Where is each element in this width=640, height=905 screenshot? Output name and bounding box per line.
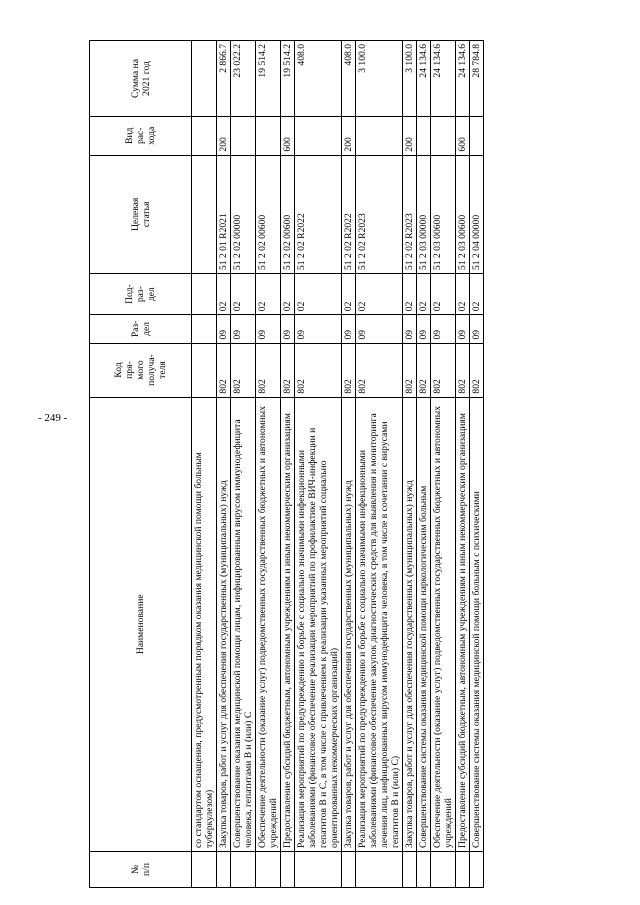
cell-razdel: 09 — [217, 315, 231, 343]
cell-exptype: 200 — [217, 116, 231, 155]
cell-podrazdel: 02 — [456, 274, 470, 315]
cell-target: 51 2 02 00600 — [256, 155, 281, 273]
cell-code: 802 — [356, 343, 403, 397]
cell-target: 51 2 01 R2021 — [217, 155, 231, 273]
cell-sum: 24 134.6 — [456, 41, 470, 117]
cell-razdel: 09 — [431, 315, 456, 343]
cell-target: 51 2 02 R2022 — [342, 155, 356, 273]
table-row — [356, 41, 403, 888]
header-target: Целевая статья — [90, 155, 192, 273]
header-razdel: Раз- дел — [90, 315, 192, 343]
cell-code: 802 — [417, 343, 431, 397]
table-row — [231, 41, 256, 888]
cell-name: Совершенствование системы оказания медицинской помощи наркологическим больным — [417, 397, 431, 851]
header-exptype: Вид рас- хода — [90, 116, 192, 155]
header-num: № п/п — [90, 851, 192, 887]
table-row — [431, 41, 456, 888]
cell-sum: 3 100.0 — [356, 41, 403, 117]
cell-podrazdel: 02 — [295, 274, 342, 315]
cell-target: 51 2 04 00000 — [470, 155, 484, 273]
table-row — [295, 41, 342, 888]
cell-exptype — [192, 116, 217, 155]
cell-name: Закупка товаров, работ и услуг для обеспечения государственных (муниципальных) нужд — [342, 397, 356, 851]
cell-code — [192, 343, 217, 397]
cell-exptype: 200 — [403, 116, 417, 155]
table-body — [192, 41, 484, 888]
cell-num — [417, 851, 431, 887]
cell-code: 802 — [256, 343, 281, 397]
cell-num — [470, 851, 484, 887]
cell-sum: 24 134.6 — [431, 41, 456, 117]
cell-name: Обеспечение деятельности (оказание услуг) подведомственных государственных бюджетных и автономных учреждений — [431, 397, 456, 851]
cell-code: 802 — [456, 343, 470, 397]
table-row — [256, 41, 281, 888]
cell-sum — [192, 41, 217, 117]
cell-num — [231, 851, 256, 887]
cell-target: 51 2 02 R2023 — [403, 155, 417, 273]
cell-exptype — [417, 116, 431, 155]
cell-name: Реализация мероприятий по предупреждению и борьбе с социально значимыми инфекционными заболеваниями (финансовое обеспечение закупок диагностических средств для выявления и мониторинга лечения лиц, инфицированных вирусом иммунодефицита человека, в том числе в сочетании с вирусами гепатитов B и (или) C) — [356, 397, 403, 851]
cell-sum: 28 784.8 — [470, 41, 484, 117]
cell-code: 802 — [295, 343, 342, 397]
cell-num — [356, 851, 403, 887]
cell-podrazdel: 02 — [342, 274, 356, 315]
cell-exptype — [256, 116, 281, 155]
cell-num — [342, 851, 356, 887]
cell-sum: 24 134.6 — [417, 41, 431, 117]
header-sum: Сумма на 2021 год — [90, 41, 192, 117]
table-row — [403, 41, 417, 888]
rotated-page-content — [89, 40, 567, 888]
cell-sum: 19 514.2 — [281, 41, 295, 117]
page-number: - 249 - — [38, 412, 68, 424]
cell-code: 802 — [431, 343, 456, 397]
table-row — [217, 41, 231, 888]
cell-name: со стандартом оснащения, предусмотренным порядком оказания медицинской помощи больным туберкулезом) — [192, 397, 217, 851]
cell-exptype — [295, 116, 342, 155]
cell-razdel: 09 — [342, 315, 356, 343]
cell-code: 802 — [231, 343, 256, 397]
cell-razdel: 09 — [403, 315, 417, 343]
cell-exptype: 600 — [456, 116, 470, 155]
table-row — [281, 41, 295, 888]
cell-sum: 3 100.0 — [403, 41, 417, 117]
cell-target: 51 2 03 00600 — [431, 155, 456, 273]
cell-sum: 2 866.7 — [217, 41, 231, 117]
cell-podrazdel: 02 — [231, 274, 256, 315]
cell-podrazdel: 02 — [417, 274, 431, 315]
table-row — [342, 41, 356, 888]
cell-num — [431, 851, 456, 887]
cell-target: 51 2 02 R2022 — [295, 155, 342, 273]
cell-exptype — [431, 116, 456, 155]
cell-podrazdel: 02 — [431, 274, 456, 315]
cell-exptype: 200 — [342, 116, 356, 155]
table-row — [456, 41, 470, 888]
cell-razdel — [192, 315, 217, 343]
table-row — [470, 41, 484, 888]
cell-code: 802 — [470, 343, 484, 397]
cell-podrazdel: 02 — [356, 274, 403, 315]
cell-podrazdel: 02 — [470, 274, 484, 315]
cell-target: 51 2 03 00000 — [417, 155, 431, 273]
cell-num — [256, 851, 281, 887]
cell-razdel: 09 — [295, 315, 342, 343]
cell-target: 51 2 02 00000 — [231, 155, 256, 273]
cell-razdel: 09 — [470, 315, 484, 343]
table-header-row — [90, 41, 192, 888]
cell-razdel: 09 — [256, 315, 281, 343]
table-row — [192, 41, 217, 888]
cell-num — [295, 851, 342, 887]
header-code: Код пря- мого получа- теля — [90, 343, 192, 397]
cell-sum: 408.0 — [342, 41, 356, 117]
cell-name: Реализация мероприятий по предупреждению и борьбе с социально значимыми инфекционными заболеваниями (финансовое обеспечение реализации мероприятий по профилактике ВИЧ-инфекции и гепатитов B и C, в том числе с привлечением к реализации указанных мероприятий социально ориентированных некоммерческих организаций) — [295, 397, 342, 851]
cell-target: 51 2 03 00600 — [456, 155, 470, 273]
cell-podrazdel: 02 — [403, 274, 417, 315]
cell-sum: 408.0 — [295, 41, 342, 117]
cell-podrazdel: 02 — [217, 274, 231, 315]
cell-code: 802 — [342, 343, 356, 397]
cell-name: Предоставление субсидий бюджетным, автономным учреждениям и иным некоммерческим организациям — [456, 397, 470, 851]
cell-name: Закупка товаров, работ и услуг для обеспечения государственных (муниципальных) нужд — [403, 397, 417, 851]
cell-podrazdel — [192, 274, 217, 315]
cell-target: 51 2 02 R2023 — [356, 155, 403, 273]
cell-name: Обеспечение деятельности (оказание услуг) подведомственных государственных бюджетных и автономных учреждений — [256, 397, 281, 851]
cell-num — [217, 851, 231, 887]
cell-sum: 19 514.2 — [256, 41, 281, 117]
cell-exptype: 600 — [281, 116, 295, 155]
cell-podrazdel: 02 — [256, 274, 281, 315]
cell-code: 802 — [403, 343, 417, 397]
cell-num — [281, 851, 295, 887]
header-podrazdel: Под- раз- дел — [90, 274, 192, 315]
cell-razdel: 09 — [417, 315, 431, 343]
cell-razdel: 09 — [456, 315, 470, 343]
cell-target: 51 2 02 00600 — [281, 155, 295, 273]
cell-razdel: 09 — [281, 315, 295, 343]
cell-razdel: 09 — [231, 315, 256, 343]
cell-code: 802 — [217, 343, 231, 397]
cell-name: Совершенствование системы оказания медицинской помощи больным с психическими — [470, 397, 484, 851]
cell-exptype — [231, 116, 256, 155]
cell-sum: 23 022.2 — [231, 41, 256, 117]
cell-exptype — [470, 116, 484, 155]
cell-num — [192, 851, 217, 887]
cell-code: 802 — [281, 343, 295, 397]
cell-target — [192, 155, 217, 273]
cell-razdel: 09 — [356, 315, 403, 343]
table-row — [417, 41, 431, 888]
budget-table — [89, 40, 484, 888]
cell-exptype — [356, 116, 403, 155]
cell-name: Совершенствование оказания медицинской помощи лицам, инфицированным вирусом иммунодефицита человека, гепатитами B и (или) C — [231, 397, 256, 851]
cell-num — [456, 851, 470, 887]
cell-name: Закупка товаров, работ и услуг для обеспечения государственных (муниципальных) нужд — [217, 397, 231, 851]
cell-num — [403, 851, 417, 887]
cell-name: Предоставление субсидий бюджетным, автономным учреждениям и иным некоммерческим организациям — [281, 397, 295, 851]
header-name: Наименование — [90, 397, 192, 851]
cell-podrazdel: 02 — [281, 274, 295, 315]
